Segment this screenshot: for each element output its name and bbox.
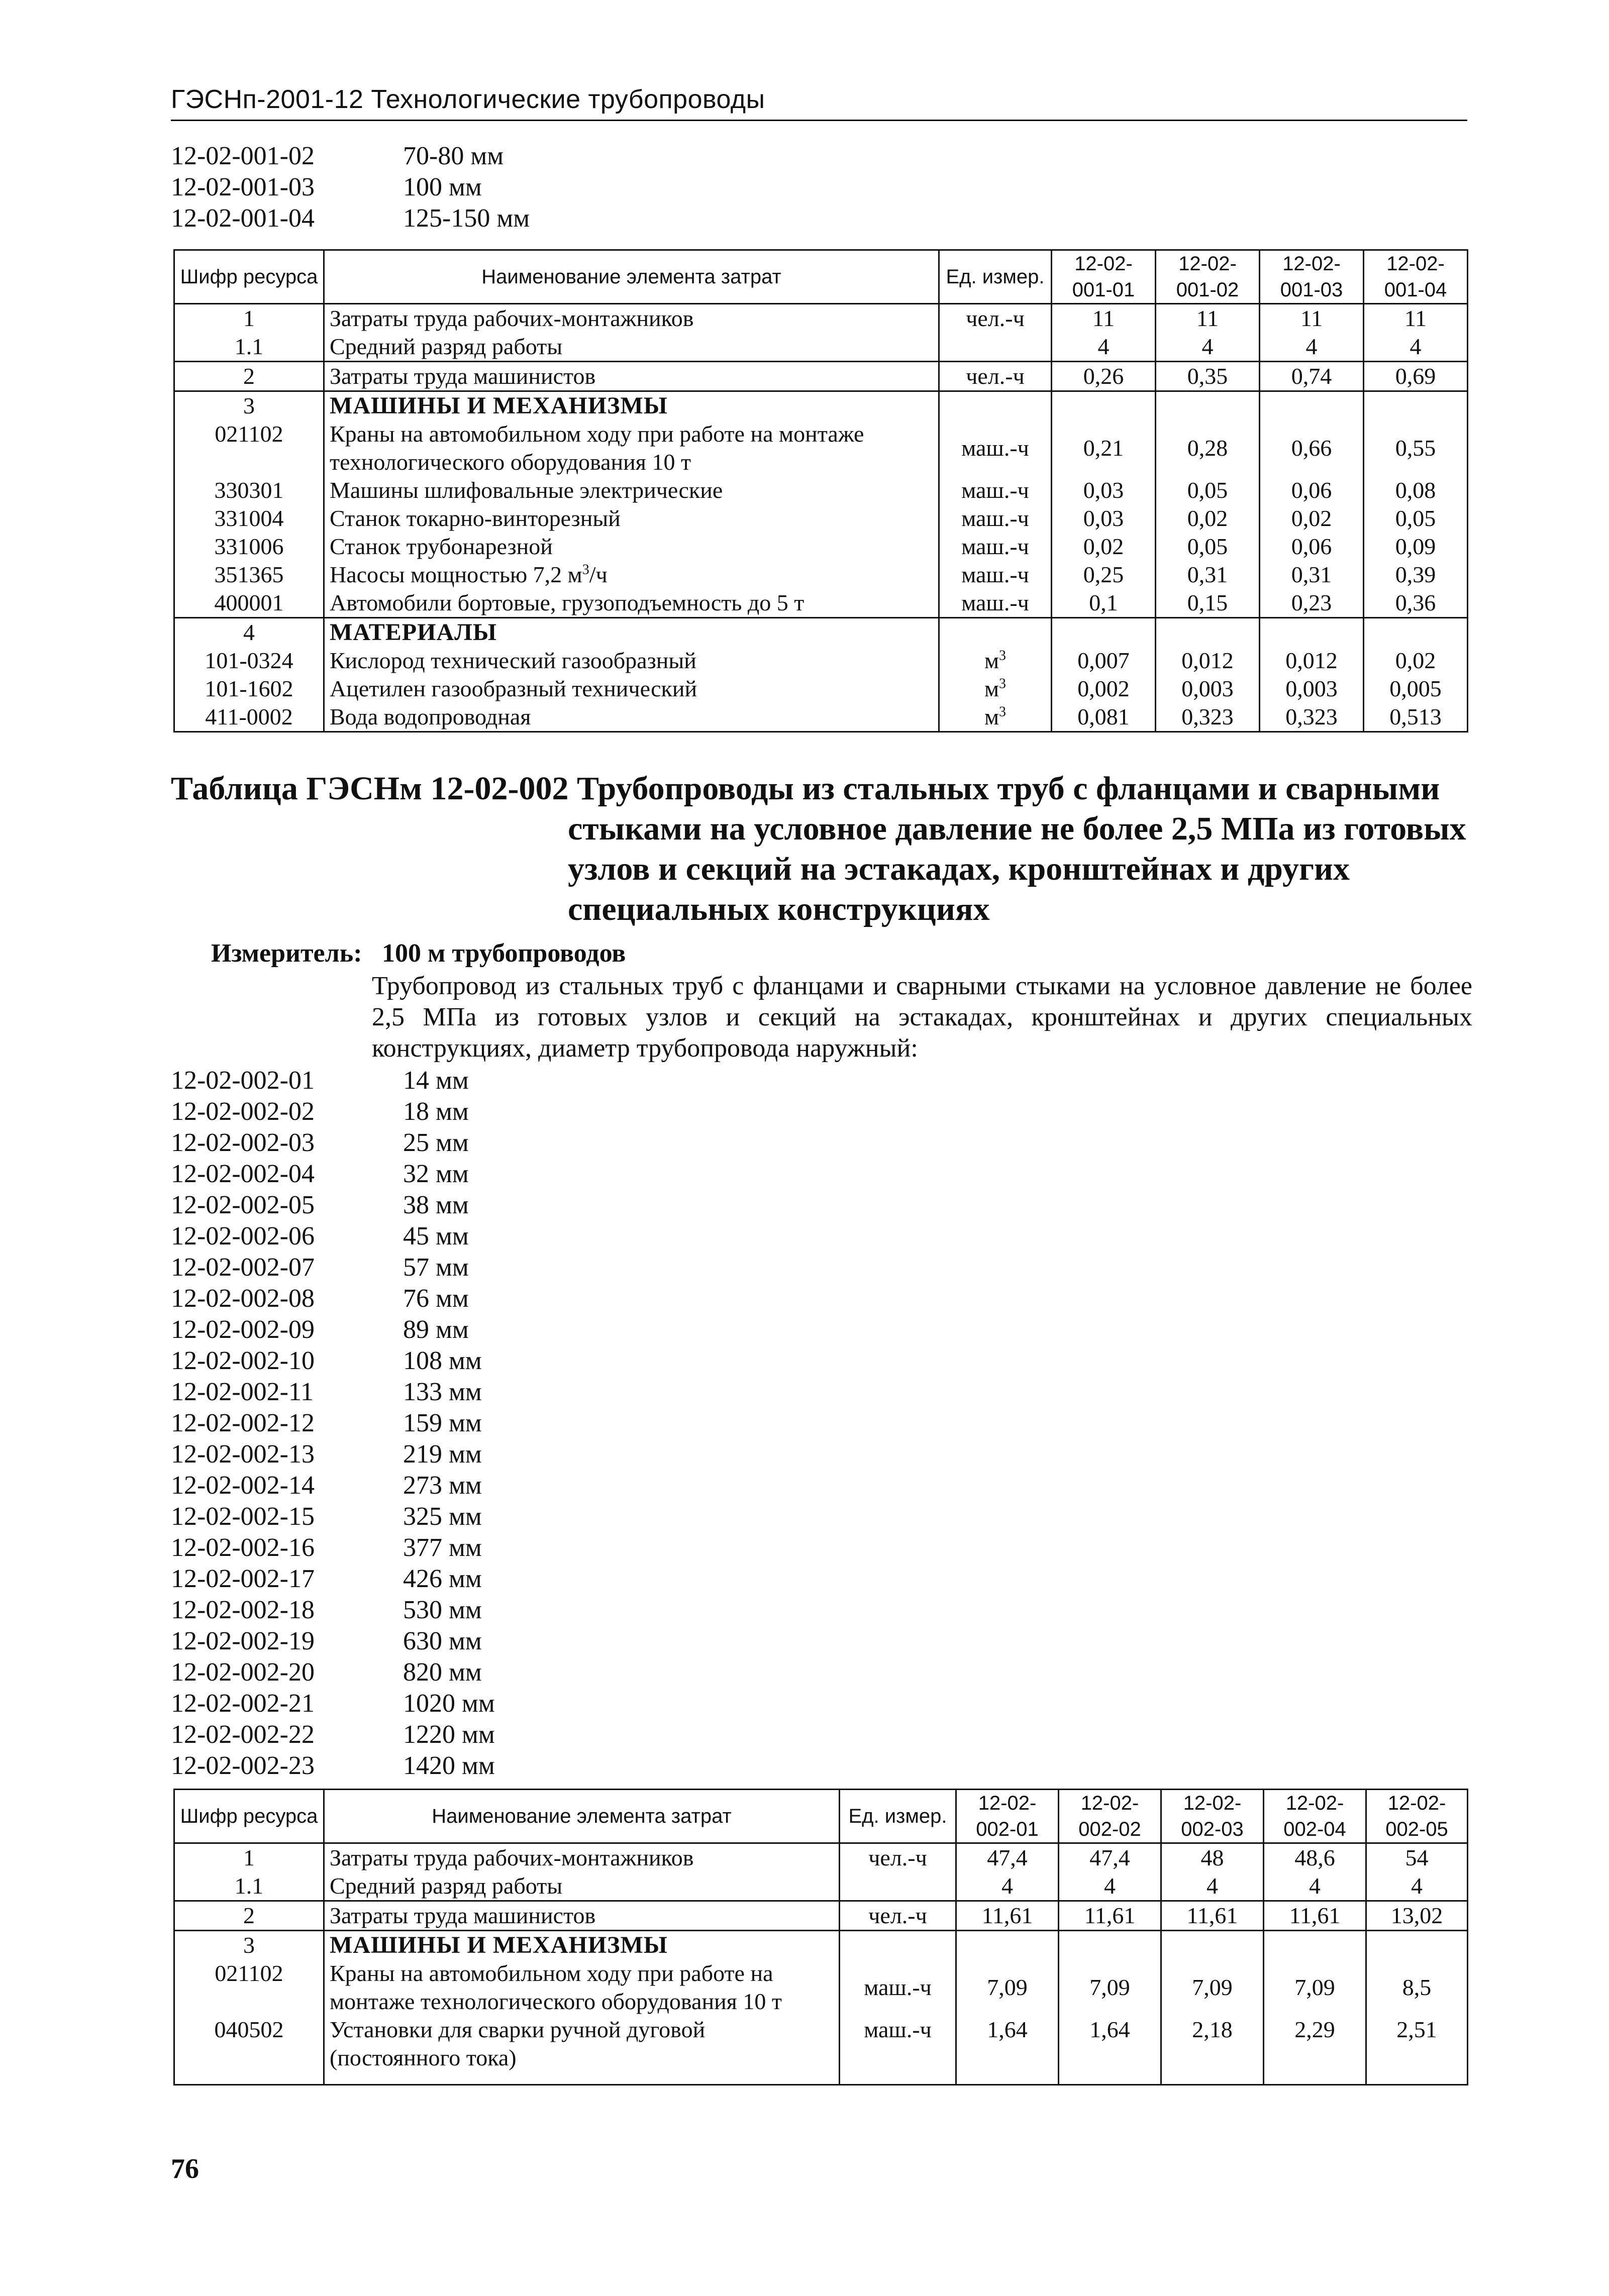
cell-code: 021102 (174, 420, 324, 476)
cell-value: 11 (1052, 304, 1156, 333)
cell-code: 3 (174, 1931, 324, 1960)
cell-unit: маш.-ч (939, 589, 1052, 618)
cell-code: 1 (174, 1843, 324, 1872)
code: 12-02-001-03 (171, 173, 315, 201)
cell-value: 4 (1156, 333, 1260, 362)
code: 12-02-002-14 (171, 1471, 315, 1500)
code-row (171, 1595, 495, 1626)
code-value: 57 мм (403, 1253, 469, 1282)
code-row (171, 1657, 495, 1688)
cell-value: 4 (1161, 1872, 1264, 1901)
cell-unit: чел.-ч (840, 1901, 956, 1931)
cell-value: 11,61 (1264, 1901, 1366, 1931)
code-value: 25 мм (403, 1128, 469, 1157)
cell-value: 11 (1364, 304, 1468, 333)
table-row (174, 703, 1468, 732)
code-row (171, 1159, 495, 1190)
code-value: 76 мм (403, 1284, 469, 1313)
cell-name (324, 561, 939, 589)
cell-value: 0,003 (1156, 675, 1260, 703)
cell-unit (939, 333, 1052, 362)
cell-value: 0,35 (1156, 362, 1260, 391)
section-row (174, 391, 1468, 421)
cell-name: Ацетилен газообразный технический (324, 675, 939, 703)
cell-unit: маш.-ч (939, 420, 1052, 476)
cell-code: 351365 (174, 561, 324, 589)
cell-value: 0,05 (1156, 476, 1260, 504)
code-value: 108 мм (403, 1346, 482, 1375)
cell-name: Кислород технический газообразный (324, 647, 939, 675)
table-row (174, 647, 1468, 675)
cell-value: 0,31 (1260, 561, 1364, 589)
header-name: Наименование элемента затрат (324, 250, 939, 304)
cell-unit: чел.-ч (840, 1843, 956, 1872)
code: 12-02-002-06 (171, 1222, 315, 1250)
cell-name: Средний разряд работы (324, 333, 939, 362)
cell-name: Вода водопроводная (324, 703, 939, 732)
cell-value: 54 (1366, 1843, 1468, 1872)
code: 12-02-002-08 (171, 1284, 315, 1313)
cell-code: 040502 (174, 2016, 324, 2085)
code-row (171, 141, 530, 172)
section-row (174, 1931, 1468, 1960)
code: 12-02-002-22 (171, 1720, 315, 1749)
code-value: 100 мм (403, 173, 482, 201)
meter-label: Измеритель: (211, 939, 362, 968)
cell-value: 4 (1366, 1872, 1468, 1901)
header-name: Наименование элемента затрат (324, 1790, 840, 1843)
cell-code: 411-0002 (174, 703, 324, 732)
cell-code: 331006 (174, 533, 324, 561)
unit-text: м (984, 704, 999, 729)
running-header: ГЭСНп-2001-12 Технологические трубопроводы (171, 85, 765, 114)
cell-code: 1 (174, 304, 324, 333)
code: 12-02-002-20 (171, 1658, 315, 1687)
cell-value: 4 (956, 1872, 1059, 1901)
cell-value: 4 (1260, 333, 1364, 362)
table-row (174, 561, 1468, 589)
cell-value: 11,61 (956, 1901, 1059, 1931)
cell-value: 0,15 (1156, 589, 1260, 618)
code-list-diameters (171, 1065, 495, 1782)
code-row (171, 1439, 495, 1470)
cell-unit: чел.-ч (939, 304, 1052, 333)
cell-name: Машины шлифовальные электрические (324, 476, 939, 504)
code: 12-02-001-04 (171, 204, 315, 233)
section-title: МАШИНЫ И МЕХАНИЗМЫ (324, 1931, 840, 1960)
cell-value: 2,51 (1366, 2016, 1468, 2085)
code: 12-02-002-04 (171, 1160, 315, 1188)
code-value: 530 мм (403, 1596, 482, 1624)
cell-value: 0,005 (1364, 675, 1468, 703)
resource-table-1 (173, 249, 1468, 733)
code: 12-02-002-01 (171, 1066, 315, 1095)
cell-name: Станок токарно-винторезный (324, 504, 939, 533)
cell-value: 7,09 (1161, 1959, 1264, 2016)
cell-value: 47,4 (1059, 1843, 1161, 1872)
header-col: 12-02-001-01 (1052, 250, 1156, 304)
table-row (174, 533, 1468, 561)
cell-code: 400001 (174, 589, 324, 618)
cell-unit: маш.-ч (840, 1959, 956, 2016)
description: Трубопровод из стальных труб с фланцами и сварными стыками на условное давление не более 2,5 МПа из готовых узлов и секций на эстакадах, кронштейнах и других специальных конструкциях, диаметр трубопровода наружный: (372, 972, 1472, 1063)
unit-text: м (984, 676, 999, 701)
table-row (174, 362, 1468, 391)
cell-value: 0,23 (1260, 589, 1364, 618)
code-row (171, 1096, 495, 1127)
cell-value: 0,02 (1364, 647, 1468, 675)
cell-unit: чел.-ч (939, 362, 1052, 391)
cell-value: 0,66 (1260, 420, 1364, 476)
meter-value: 100 м трубопроводов (382, 939, 626, 968)
section-title: МАТЕРИАЛЫ (324, 618, 939, 647)
cell-value: 0,05 (1156, 533, 1260, 561)
header-col: 12-02-002-03 (1161, 1790, 1264, 1843)
code-value: 1020 мм (403, 1689, 495, 1718)
code-row (171, 1345, 495, 1377)
cell-value: 0,513 (1364, 703, 1468, 732)
code-row (171, 1190, 495, 1221)
cell-code: 2 (174, 362, 324, 391)
cell-value: 0,02 (1156, 504, 1260, 533)
cell-value: 0,31 (1156, 561, 1260, 589)
code-value: 133 мм (403, 1378, 482, 1406)
cell-name: Затраты труда машинистов (324, 362, 939, 391)
cell-value: 0,21 (1052, 420, 1156, 476)
code-row (171, 1408, 495, 1439)
code-value: 219 мм (403, 1440, 482, 1469)
code: 12-02-002-17 (171, 1564, 315, 1593)
code: 12-02-002-05 (171, 1191, 315, 1219)
cell-code: 021102 (174, 1959, 324, 2016)
cell-value: 4 (1052, 333, 1156, 362)
cell-value: 0,55 (1364, 420, 1468, 476)
cell-value: 11 (1156, 304, 1260, 333)
table-title-prefix: Таблица ГЭСНм 12-02-002 Трубопроводы из стальных труб с фланцами и сварными (171, 770, 1440, 807)
cell-unit: маш.-ч (939, 533, 1052, 561)
code-value: 377 мм (403, 1533, 482, 1562)
code: 12-02-002-11 (171, 1378, 314, 1406)
cell-value: 0,09 (1364, 533, 1468, 561)
code-row (171, 1127, 495, 1159)
header-col: 12-02-002-01 (956, 1790, 1059, 1843)
header-unit: Ед. измер. (840, 1790, 956, 1843)
table-row (174, 1959, 1468, 2016)
cell-code: 1.1 (174, 1872, 324, 1901)
header-col: 12-02-002-02 (1059, 1790, 1161, 1843)
cell-value: 0,74 (1260, 362, 1364, 391)
code: 12-02-002-10 (171, 1346, 315, 1375)
cell-code: 330301 (174, 476, 324, 504)
cell-code: 101-0324 (174, 647, 324, 675)
cell-code: 101-1602 (174, 675, 324, 703)
code-value: 18 мм (403, 1097, 469, 1126)
code-value: 32 мм (403, 1160, 469, 1188)
cell-value: 0,05 (1364, 504, 1468, 533)
cell-name: Средний разряд работы (324, 1872, 840, 1901)
header-col: 12-02-002-05 (1366, 1790, 1468, 1843)
cell-unit: маш.-ч (939, 504, 1052, 533)
cell-value: 48 (1161, 1843, 1264, 1872)
cell-value: 0,06 (1260, 476, 1364, 504)
code-row (171, 1750, 495, 1782)
resource-table-2 (173, 1789, 1468, 2085)
cell-unit: маш.-ч (939, 476, 1052, 504)
table-row (174, 1901, 1468, 1931)
code-value: 125-150 мм (403, 204, 530, 233)
cell-name: Установки для сварки ручной дуговой (постоянного тока) (324, 2016, 840, 2085)
code-row (171, 203, 530, 234)
code-value: 1220 мм (403, 1720, 495, 1749)
cell-name: Затраты труда машинистов (324, 1901, 840, 1931)
header-rule (171, 120, 1467, 121)
cell-unit: маш.-ч (840, 2016, 956, 2085)
header-col: 12-02-001-04 (1364, 250, 1468, 304)
cell-value: 0,081 (1052, 703, 1156, 732)
code-row (171, 1532, 495, 1563)
superscript: 3 (999, 676, 1007, 692)
table-row (174, 589, 1468, 618)
cell-value: 0,03 (1052, 476, 1156, 504)
cell-value: 11 (1260, 304, 1364, 333)
cell-value: 7,09 (1059, 1959, 1161, 2016)
cell-value: 0,06 (1260, 533, 1364, 561)
cell-name: Краны на автомобильном ходу при работе на монтаже технологического оборудования 10 т (324, 1959, 840, 2016)
cell-value: 11,61 (1161, 1901, 1264, 1931)
cell-value: 0,1 (1052, 589, 1156, 618)
code-value: 273 мм (403, 1471, 482, 1500)
cell-code: 4 (174, 618, 324, 647)
header-code: Шифр ресурса (174, 250, 324, 304)
section-row (174, 618, 1468, 647)
table-row (174, 1872, 1468, 1901)
cell-value: 48,6 (1264, 1843, 1366, 1872)
superscript: 3 (999, 704, 1007, 720)
table-row (174, 420, 1468, 476)
code: 12-02-002-15 (171, 1502, 315, 1531)
code-value: 325 мм (403, 1502, 482, 1531)
code: 12-02-002-07 (171, 1253, 315, 1282)
code: 12-02-002-18 (171, 1596, 315, 1624)
cell-value: 0,25 (1052, 561, 1156, 589)
code-value: 630 мм (403, 1627, 482, 1655)
cell-value: 4 (1264, 1872, 1366, 1901)
cell-value: 0,003 (1260, 675, 1364, 703)
table-row (174, 675, 1468, 703)
meter-line (211, 938, 626, 968)
cell-code: 3 (174, 391, 324, 421)
code-row (171, 1314, 495, 1345)
code-row (171, 172, 530, 203)
code: 12-02-002-16 (171, 1533, 315, 1562)
header-unit: Ед. измер. (939, 250, 1052, 304)
cell-value: 8,5 (1366, 1959, 1468, 2016)
code-value: 1420 мм (403, 1751, 495, 1780)
code-row (171, 1283, 495, 1314)
header-col: 12-02-002-04 (1264, 1790, 1366, 1843)
cell-unit (939, 647, 1052, 675)
superscript: 3 (582, 562, 589, 578)
table-row (174, 2016, 1468, 2085)
code-value: 89 мм (403, 1315, 469, 1344)
cell-unit (939, 675, 1052, 703)
code-value: 14 мм (403, 1066, 469, 1095)
code: 12-02-001-02 (171, 142, 315, 170)
code-row (171, 1221, 495, 1252)
code-row (171, 1626, 495, 1657)
cell-value: 7,09 (1264, 1959, 1366, 2016)
header-col: 12-02-001-03 (1260, 250, 1364, 304)
name-text: /ч (589, 562, 608, 587)
code-value: 159 мм (403, 1409, 482, 1437)
cell-value: 1,64 (1059, 2016, 1161, 2085)
code: 12-02-002-21 (171, 1689, 315, 1718)
cell-value: 11,61 (1059, 1901, 1161, 1931)
code: 12-02-002-13 (171, 1440, 315, 1469)
cell-value: 0,03 (1052, 504, 1156, 533)
code-value: 820 мм (403, 1658, 482, 1687)
cell-value: 4 (1059, 1872, 1161, 1901)
table-row (174, 1843, 1468, 1872)
code-value: 45 мм (403, 1222, 469, 1250)
cell-name: Станок трубонарезной (324, 533, 939, 561)
cell-name: Затраты труда рабочих-монтажников (324, 304, 939, 333)
table-title (171, 769, 1467, 929)
cell-unit: маш.-ч (939, 561, 1052, 589)
code-value: 70-80 мм (403, 142, 504, 170)
table-title-continuation: стыками на условное давление не более 2,5 МПа из готовых узлов и секций на эстакадах, кронштейнах и других специальных конструкциях (568, 810, 1466, 927)
cell-value: 0,36 (1364, 589, 1468, 618)
cell-value: 0,69 (1364, 362, 1468, 391)
cell-value: 0,002 (1052, 675, 1156, 703)
cell-name: Затраты труда рабочих-монтажников (324, 1843, 840, 1872)
cell-value: 0,012 (1260, 647, 1364, 675)
code-row (171, 1688, 495, 1719)
code-row (171, 1719, 495, 1750)
code-row (171, 1377, 495, 1408)
table-row (174, 333, 1468, 362)
code-row (171, 1065, 495, 1096)
cell-code: 331004 (174, 504, 324, 533)
cell-value: 0,28 (1156, 420, 1260, 476)
cell-value: 0,02 (1052, 533, 1156, 561)
cell-unit (840, 1872, 956, 1901)
name-text: Насосы мощностью 7,2 м (330, 562, 582, 587)
cell-code: 1.1 (174, 333, 324, 362)
cell-name: Автомобили бортовые, грузоподъемность до 5 т (324, 589, 939, 618)
cell-value: 0,26 (1052, 362, 1156, 391)
cell-value: 4 (1364, 333, 1468, 362)
cell-value: 0,007 (1052, 647, 1156, 675)
code: 12-02-002-02 (171, 1097, 315, 1126)
code: 12-02-002-23 (171, 1751, 315, 1780)
table-row (174, 476, 1468, 504)
cell-code: 2 (174, 1901, 324, 1931)
cell-value: 0,08 (1364, 476, 1468, 504)
code-row (171, 1470, 495, 1501)
unit-text: м (984, 648, 999, 673)
code-row (171, 1563, 495, 1595)
cell-value: 7,09 (956, 1959, 1059, 2016)
header-code: Шифр ресурса (174, 1790, 324, 1843)
code: 12-02-002-12 (171, 1409, 315, 1437)
cell-value: 0,323 (1260, 703, 1364, 732)
cell-value: 1,64 (956, 2016, 1059, 2085)
code-row (171, 1501, 495, 1532)
page-number: 76 (171, 2153, 199, 2184)
cell-unit (939, 703, 1052, 732)
section-title: МАШИНЫ И МЕХАНИЗМЫ (324, 391, 939, 421)
code-row (171, 1252, 495, 1283)
cell-name: Краны на автомобильном ходу при работе на монтаже технологического оборудования 10 т (324, 420, 939, 476)
code-value: 426 мм (403, 1564, 482, 1593)
cell-value: 0,012 (1156, 647, 1260, 675)
cell-value: 0,323 (1156, 703, 1260, 732)
cell-value: 0,39 (1364, 561, 1468, 589)
code: 12-02-002-19 (171, 1627, 315, 1655)
cell-value: 13,02 (1366, 1901, 1468, 1931)
cell-value: 2,29 (1264, 2016, 1366, 2085)
table-row (174, 504, 1468, 533)
superscript: 3 (999, 648, 1007, 664)
cell-value: 2,18 (1161, 2016, 1264, 2085)
code: 12-02-002-09 (171, 1315, 315, 1344)
cell-value: 0,02 (1260, 504, 1364, 533)
code: 12-02-002-03 (171, 1128, 315, 1157)
table-row (174, 304, 1468, 333)
cell-value: 47,4 (956, 1843, 1059, 1872)
code-list-top (171, 141, 530, 234)
code-value: 38 мм (403, 1191, 469, 1219)
header-col: 12-02-001-02 (1156, 250, 1260, 304)
